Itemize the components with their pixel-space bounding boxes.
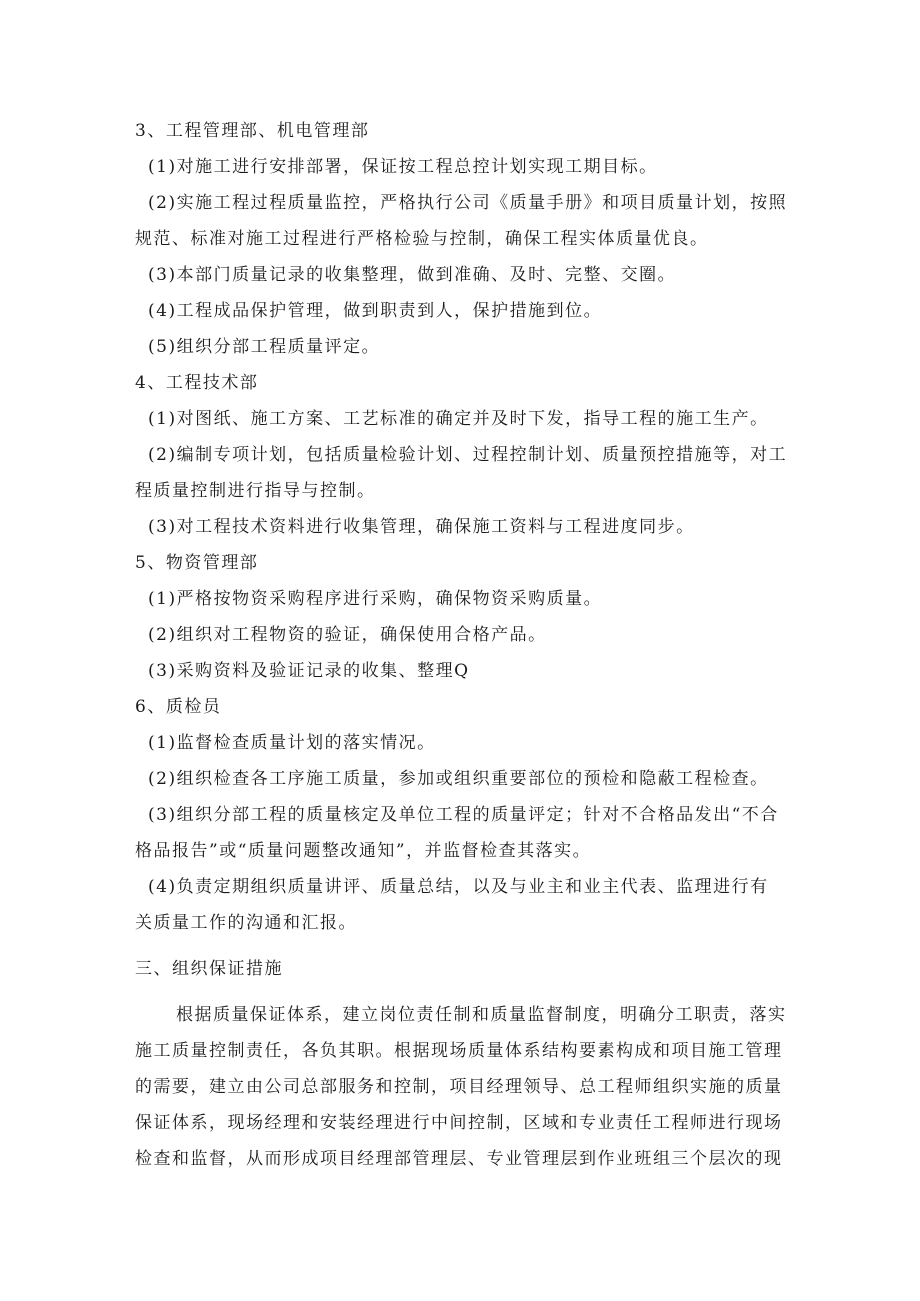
list-item: (2)组织对工程物资的验证，确保使用合格产品。: [148, 625, 547, 645]
paragraph-line: 根据质量保证体系，建立岗位责任制和质量监督制度，明确分工职责，落实: [176, 1005, 787, 1025]
paragraph-line: 检查和监督，从而形成项目经理部管理层、专业管理层到作业班组三个层次的现: [135, 1149, 783, 1169]
section-heading-quality-inspector: 6、质检员: [135, 697, 222, 717]
list-item: (2)实施工程过程质量监控，严格执行公司《质量手册》和项目质量计划，按照: [148, 193, 788, 213]
list-item: (1)监督检查质量计划的落实情况。: [148, 733, 436, 753]
list-item-continuation: 规范、标准对施工过程进行严格检验与控制，确保工程实体质量优良。: [135, 229, 709, 249]
list-item: (1)对图纸、施工方案、工艺标准的确定并及时下发，指导工程的施工生产。: [148, 409, 769, 429]
list-item-continuation: 关质量工作的沟通和汇报。: [135, 913, 357, 933]
list-item: (3)采购资料及验证记录的收集、整理Q: [148, 661, 470, 681]
list-item-continuation: 格品报告”或“质量问题整改通知”，并监督检查其落实。: [135, 841, 592, 861]
list-item: (2)组织检查各工序施工质量，参加或组织重要部位的预检和隐蔽工程检查。: [148, 769, 769, 789]
list-item: (2)编制专项计划，包括质量检验计划、过程控制计划、质量预控措施等，对工: [148, 445, 788, 465]
list-item-continuation: 程质量控制进行指导与控制。: [135, 481, 376, 501]
section-heading-engineering-dept: 3、工程管理部、机电管理部: [135, 121, 370, 141]
list-item: (3)组织分部工程的质量核定及单位工程的质量评定；针对不合格品发出“不合: [148, 805, 779, 825]
list-item: (1)严格按物资采购程序进行采购，确保物资采购质量。: [148, 589, 603, 609]
list-item: (4)负责定期组织质量讲评、质量总结，以及与业主和业主代表、监理进行有: [148, 877, 769, 897]
section-heading-materials-dept: 5、物资管理部: [135, 553, 259, 573]
paragraph-line: 的需要，建立由公司总部服务和控制，项目经理领导、总工程师组织实施的质量: [135, 1077, 783, 1097]
list-item: (3)对工程技术资料进行收集管理，确保施工资料与工程进度同步。: [148, 517, 695, 537]
list-item: (3)本部门质量记录的收集整理，做到准确、及时、完整、交圈。: [148, 265, 677, 285]
list-item: (1)对施工进行安排部署，保证按工程总控计划实现工期目标。: [148, 157, 658, 177]
section-heading-technical-dept: 4、工程技术部: [135, 373, 259, 393]
list-item: (5)组织分部工程质量评定。: [148, 337, 381, 357]
chapter-heading-organizational-measures: 三、组织保证措施: [135, 959, 283, 979]
paragraph-line: 施工质量控制责任，各负其职。根据现场质量体系结构要素构成和项目施工管理: [135, 1041, 783, 1061]
paragraph-line: 保证体系，现场经理和安装经理进行中间控制，区域和专业责任工程师进行现场: [135, 1113, 783, 1133]
list-item: (4)工程成品保护管理，做到职责到人，保护措施到位。: [148, 301, 603, 321]
